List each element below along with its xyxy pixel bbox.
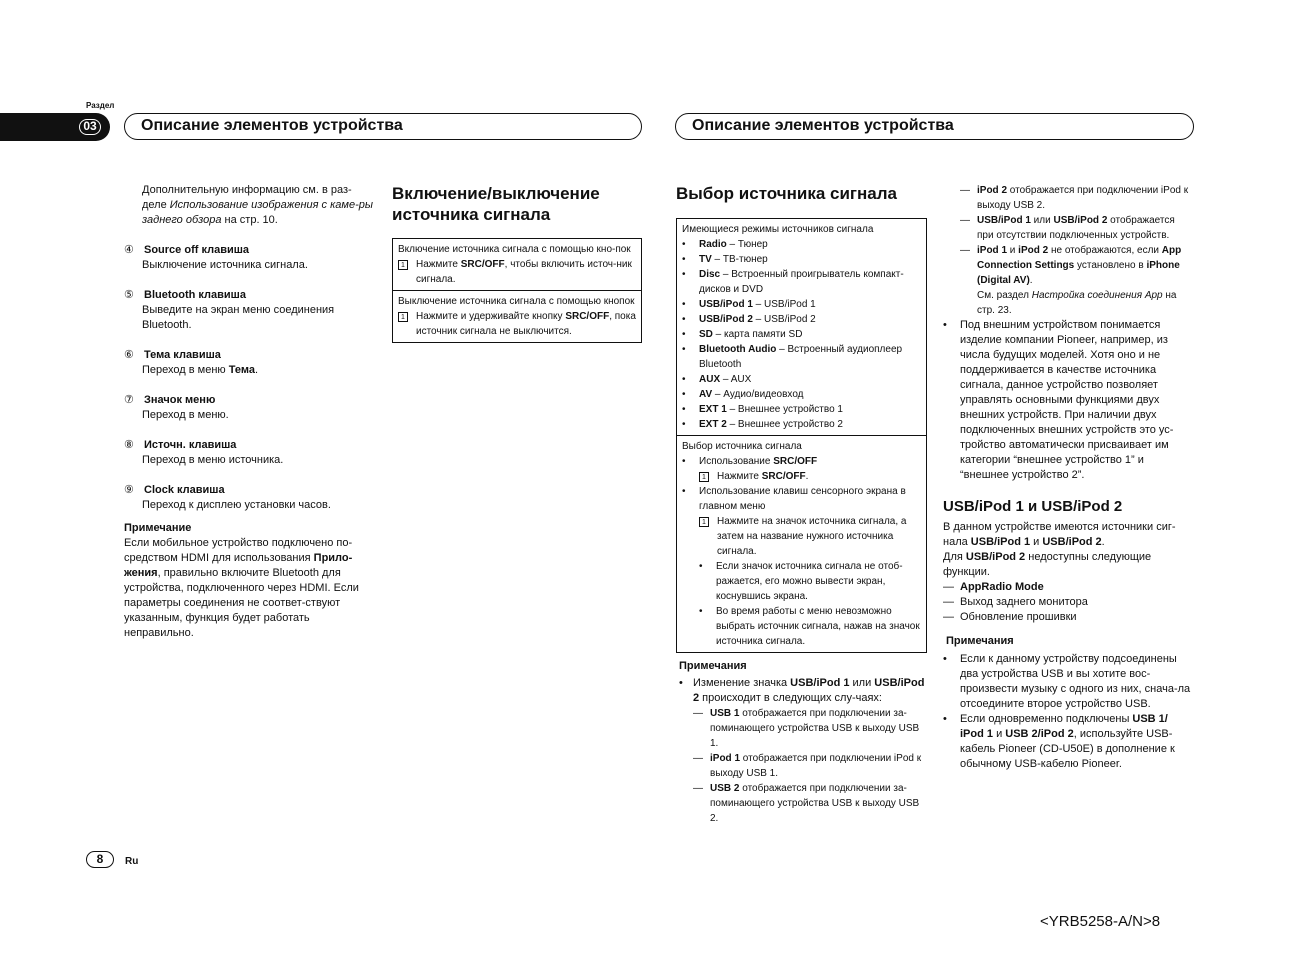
notes-section: Примечания • Изменение значка USB/iPod 1 или USB/iPod 2 происходит в следующих слу-чаях: — USB 1 отображается при подключении за-поминающего устройства USB к выходу USB 1. — iPod 1 отображается при подключении iPod к выходу USB 1. — USB 2 отображается при подключении за-поминающего устройства USB к выходу USB 2. — [676, 659, 927, 826]
column-3 — [676, 183, 927, 826]
source-item: • EXT 2 – Внешнее устройство 2 — [682, 419, 843, 430]
source-item: • AV – Аудио/видеовход — [682, 389, 804, 400]
usb-function-item: — Выход заднего монитора — [943, 596, 1088, 608]
select-procedure: Выбор источника сигнала • Использование SRC/OFF 1 Нажмите SRC/OFF. • Использование клавиш сенсорного экрана в главном меню 1 Нажмите на значок источника сигнала, а затем на название нужного источника сигнала. • Если значок источника сигнала не отоб-ражается, его можно вывести экран, коснувшись экрана. • Во время работы с меню невозможно выбрать источник сигнала, нажав на значок источника сигнала. — [677, 435, 926, 652]
chapter-header-left: Описание элементов устройства — [124, 113, 642, 140]
page-number: 8 — [86, 851, 114, 868]
item-bluetooth: ⑤ Bluetooth клавиша Выведите на экран меню соединения Bluetooth. — [124, 289, 335, 331]
usb-paragraph-2: Для USB/iPod 2 недоступны следующие функции. — [943, 551, 1152, 578]
procedure-box-power — [392, 238, 642, 343]
note-dash-item: — USB 1 отображается при подключении за-поминающего устройства USB к выходу USB 1. — [693, 708, 920, 749]
note-dash-item: — USB/iPod 1 или USB/iPod 2 отображается при отсутствии подключенных устройств. — [960, 215, 1175, 241]
heading-power-source: Включение/выключение источника сигнала — [392, 184, 600, 224]
source-item: • Bluetooth Audio – Встроенный аудиоплеер Bluetooth — [682, 344, 903, 370]
column-1 — [124, 183, 374, 641]
procedure-on: Включение источника сигнала с помощью кно-пок 1 Нажмите SRC/OFF, чтобы включить источ-ник сигнала. — [398, 244, 632, 285]
note-paragraph: Если мобильное устройство подключено по-средством HDMI для использования Прило-жения, правильно включите Bluetooth для устройства, подключенного через HDMI. Если параметры соединения не соответ-ствуют указанным, функция будет работать неправильно. — [124, 537, 359, 639]
procedure-box-sources — [676, 218, 927, 653]
sources-list: Имеющиеся режимы источников сигнала • Radio – Тюнер • TV – ТВ-тюнер • Disc – Встроенный проигрыватель компакт-дисков и DVD • USB/iPod 1 – USB/iPod 1 • USB/iPod 2 – USB/iPod 2 • SD – карта памяти SD • Bluetooth Audio – Встроенный аудиоплеер Bluetooth • AUX – AUX • AV – Аудио/видеовход • EXT 1 – Внешнее устройство 1 • EXT 2 – Внешнее устройство 2 — [677, 219, 926, 435]
notes-heading: Примечания — [946, 635, 1014, 647]
item-menu-icon: ⑦ Значок меню Переход в меню. — [124, 394, 229, 421]
note-dash-item: — iPod 2 отображается при подключении iPod к выходу USB 2. — [960, 185, 1189, 211]
external-device-note: • Под внешним устройством понимается изделие компании Pioneer, например, из числа будущих моделей. Хотя оно и не поддерживается в качестве источника сигнала, данное устройство позволяет управлять основными функциями двух внешних устройств. При наличии двух подключенных внешних устройств это ус-тройство автоматически присваивает им категории “внешнее устройство 1” и “внешнее устройство 2”. — [943, 319, 1174, 481]
heading-usb-ipod: USB/iPod 1 и USB/iPod 2 — [943, 498, 1123, 515]
intro-paragraph: Дополнительную информацию см. в раз-деле Использование изображения с каме-ры заднего обзора на стр. 10. — [142, 184, 373, 226]
section-tab — [0, 113, 110, 141]
chapter-header-right: Описание элементов устройства — [675, 113, 1194, 140]
procedure-off: Выключение источника сигнала с помощью кнопок 1 Нажмите и удерживайте кнопку SRC/OFF, пока источник сигнала не выключится. — [393, 290, 641, 342]
usb-paragraph-1: В данном устройстве имеются источники сиг-нала USB/iPod 1 и USB/iPod 2. — [943, 521, 1176, 548]
usb-notes: Примечания • Если к данному устройству подсоединены два устройства USB и вы хотите вос-произвести музыку с одного из них, снача-ла отсоедините второе устройство USB. • Если одновременно подключены USB 1/ iPod 1 и USB 2/iPod 2, используйте USB-кабель Pioneer (CD-U50E) в дополнение к обычному USB-кабелю Pioneer. — [943, 634, 1194, 772]
step-number-icon: 1 — [398, 260, 408, 270]
item-theme: ⑥ Тема клавиша Переход в меню Тема. — [124, 349, 259, 376]
source-item: • USB/iPod 2 – USB/iPod 2 — [682, 314, 816, 325]
item-source-off: ④ Source off клавиша Выключение источника сигнала. — [124, 244, 308, 271]
source-item: • USB/iPod 1 – USB/iPod 1 — [682, 299, 816, 310]
source-item: • SD – карта памяти SD — [682, 329, 803, 340]
column-2 — [392, 183, 642, 343]
note-dash-item: — iPod 1 и iPod 2 не отображаются, если App Connection Settings установлено в iPhone (Digital AV). См. раздел Настройка соединения App на стр. 23. — [960, 245, 1182, 316]
note-dash-item: — USB 2 отображается при подключении за-поминающего устройства USB к выходу USB 2. — [693, 783, 920, 824]
document-code: <YRB5258-A/N>8 — [1040, 913, 1161, 930]
language-code: Ru — [125, 856, 139, 867]
usb-function-item: — Обновление прошивки — [943, 611, 1077, 623]
notes-heading: Примечания — [679, 660, 747, 672]
step-number-icon: 1 — [699, 517, 709, 527]
column-4 — [943, 183, 1194, 772]
section-label: Раздел — [86, 101, 115, 110]
source-item: • AUX – AUX — [682, 374, 752, 385]
heading-select-source: Выбор источника сигнала — [676, 184, 897, 203]
usb-function-item: — AppRadio Mode — [943, 581, 1044, 593]
source-item: • Radio – Тюнер — [682, 239, 768, 250]
note-heading: Примечание — [124, 522, 192, 534]
step-number-icon: 1 — [699, 472, 709, 482]
item-source-key: ⑧ Источн. клавиша Переход в меню источника. — [124, 439, 284, 466]
source-item: • EXT 1 – Внешнее устройство 1 — [682, 404, 843, 415]
step-number-icon: 1 — [398, 312, 408, 322]
intro-reference: Использование изображения с каме-ры заднего обзора — [142, 199, 373, 226]
note-dash-item: — iPod 1 отображается при подключении iPod к выходу USB 1. — [693, 753, 922, 779]
source-item: • TV – ТВ-тюнер — [682, 254, 768, 265]
item-clock: ⑨ Clock клавиша Переход к дисплею установки часов. — [124, 484, 331, 511]
source-item: • Disc – Встроенный проигрыватель компакт-дисков и DVD — [682, 269, 904, 295]
section-number: 03 — [79, 119, 101, 135]
